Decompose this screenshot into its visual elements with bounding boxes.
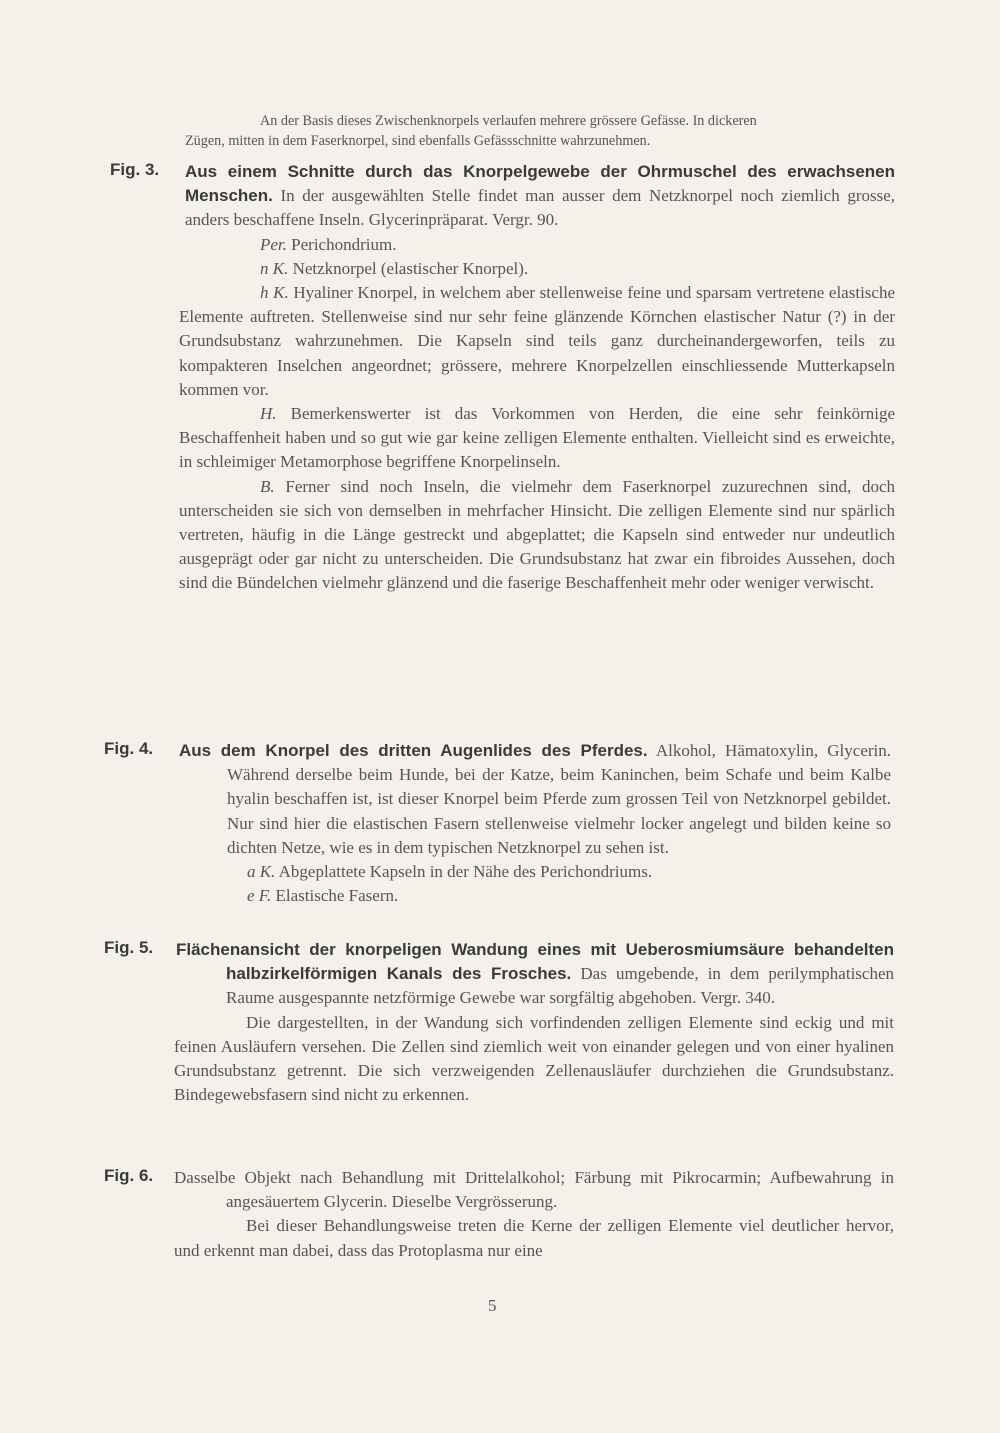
figure-6-body [174, 1166, 894, 1263]
intro-line-1: An der Basis dieses Zwischenknorpels verlaufen mehrere grössere Gefässe. In dickeren [260, 113, 757, 129]
abbr-per-text: Perichondrium. [291, 234, 397, 254]
abbr-hk: h K. [260, 283, 289, 303]
abbr-ak: a K. [247, 862, 276, 882]
abbr-hk-text: Hyaliner Knorpel, in welchem aber stellenweise feine und sparsam vertretene elastische Elemente auftreten. Stellenweise sind nur sehr feine glänzende Körnchen elastischer Natur (?) in der Grundsubstanz wahrzunehmen. Die Kapseln sind teils ganz durcheinandergeworfen, teils zu kompakteren Inselchen angeordnet; grössere, mehrere Knorpelzellen einschliessende Mutterkapseln kommen vor. [179, 283, 895, 399]
figure-4-section [104, 739, 934, 908]
abbr-nk-text: Netzknorpel (elastischer Knorpel). [292, 258, 529, 278]
abbr-b: B. [260, 476, 275, 496]
figure-3-section [110, 160, 940, 596]
figure-4-label: Fig. 4. [104, 739, 154, 758]
abbr-nk: n K. [260, 258, 289, 278]
figure-5-body [176, 938, 894, 1107]
abbr-h-text: Bemerkenswerter ist das Vorkommen von Herden, die eine sehr feinkörnige Beschaffenheit haben und so gut wie gar keine zelligen Elemente enthalten. Vielleicht sind es erweichte, in schleimiger Metamorphose begriffene Knorpelinseln. [179, 404, 895, 472]
figure-6-label: Fig. 6. [104, 1166, 154, 1185]
figure-5-label: Fig. 5. [104, 938, 154, 957]
intro-paragraph [185, 111, 895, 151]
abbr-ef: e F. [247, 886, 272, 906]
figure-5-heading: Flächenansicht der knorpeligen Wandung eines mit Ueberosmiumsäure behandelten halbzirkelförmigen Kanals des Frosches. [176, 940, 894, 984]
abbr-ef-text: Elastische Fasern. [275, 886, 399, 906]
figure-6-paragraph: Bei dieser Behandlungsweise treten die Kerne der zelligen Elemente viel deutlicher hervor, und erkennt man dabei, dass das Protoplasma nur eine [174, 1216, 894, 1260]
abbr-h: H. [260, 404, 277, 424]
figure-3-label: Fig. 3. [110, 160, 160, 179]
figure-4-body [179, 739, 891, 908]
figure-5-paragraph: Die dargestellten, in der Wandung sich vorfindenden zelligen Elemente sind eckig und mit feinen Ausläufern versehen. Die Zellen sind ziemlich weit von einander gelegen und von einer hyalinen Grundsubstanz getrennt. Die sich verzweigenden Zellenausläufer durchziehen die Grundsubstanz. Bindegewebsfasern sind nicht zu erkennen. [174, 1012, 894, 1105]
figure-3-text: In der ausgewählten Stelle findet man ausser dem Netzknorpel noch ziemlich grosse, anders beschaffene Inseln. Glycerinpräparat. Vergr. 90. [185, 186, 896, 230]
figure-5-section [104, 938, 934, 1107]
figure-6-section [104, 1166, 934, 1263]
figure-4-text: Alkohol, Hämatoxylin, Glycerin. Während derselbe beim Hunde, bei der Katze, beim Kaninchen, beim Schafe und beim Kalbe hyalin beschaffen ist, ist dieser Knorpel beim Pferde zum grossen Teil von Netzknorpel gebildet. Nur sind hier die elastischen Fasern stellenweise vielmehr locker angelegt und bilden keine so dichten Netze, wie es in dem typischen Netzknorpel zu sehen ist. [227, 741, 891, 857]
page-number: 5 [488, 1296, 497, 1315]
figure-3-heading: Aus einem Schnitte durch das Knorpelgewebe der Ohrmuschel des erwachsenen Menschen. [185, 162, 895, 206]
abbr-per: Per. [260, 234, 287, 254]
figure-4-heading: Aus dem Knorpel des dritten Augenlides des Pferdes. [179, 741, 648, 760]
figure-6-text: Dasselbe Objekt nach Behandlung mit Drittelalkohol; Färbung mit Pikrocarmin; Aufbewahrung in angesäuertem Glycerin. Dieselbe Vergrösserung. [174, 1168, 894, 1212]
abbr-ak-text: Abgeplattete Kapseln in der Nähe des Perichondriums. [278, 862, 653, 882]
abbr-b-text: Ferner sind noch Inseln, die vielmehr dem Faserknorpel zuzurechnen sind, doch unterscheiden sie sich von demselben in mehrfacher Hinsicht. Die zelligen Elemente sind nur spärlich vertreten, häufig in die Länge gestreckt und abgeplattet; die Kapseln sind entweder nur undeutlich ausgeprägt oder gar nicht zu unterscheiden. Die Grundsubstanz hat zwar ein fibroides Aussehen, doch sind die Bündelchen vielmehr glänzend und die faserige Beschaffenheit mehr oder weniger verwischt. [179, 476, 895, 593]
figure-5-text: Das umgebende, in dem perilymphatischen Raume ausgespannte netzförmige Gewebe war sorgfältig abgehoben. Vergr. 340. [226, 964, 894, 1008]
figure-3-body [179, 160, 896, 596]
intro-line-2: Zügen, mitten in dem Faserknorpel, sind ebenfalls Gefässschnitte wahrzunehmen. [185, 133, 651, 149]
